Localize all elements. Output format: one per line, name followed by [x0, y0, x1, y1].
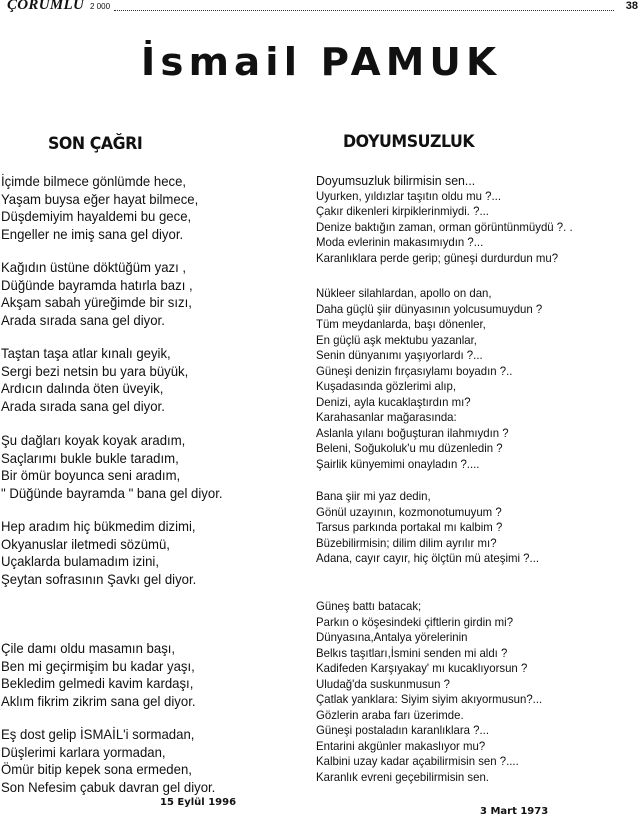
poem-line: Dünyasına,Antalya yörelerinin — [316, 630, 468, 644]
poem-line: Okyanuslar iletmedi sözümü, — [1, 535, 170, 552]
poem-line: Bekledim gelmedi kavim kardaşı, — [1, 675, 194, 691]
poem-line: Uyurken, yıldızlar taşıtın oldu mu ?... — [316, 188, 502, 203]
left-poem-date: 15 Eylül 1996 — [160, 797, 237, 808]
poem-line: Denize baktığın zaman, orman görüntünmüydü ?. . — [316, 219, 573, 234]
poem-line: Moda evlerinin makasımıydın ?... — [316, 235, 484, 249]
poem-line: Son Nefesim çabuk davran gel diyor. — [1, 778, 216, 795]
poem-line: Şu dağları koyak koyak aradım, — [1, 432, 186, 448]
poem-line: Gözlerin araba farı üzerimde. — [316, 707, 464, 722]
poem-line: Eş dost gelip İSMAİL'i sormadan, — [1, 726, 195, 742]
poem-line: " Düğünde bayramda " bana gel diyor. — [1, 484, 223, 501]
right-poem-title: DOYUMSUZLUK — [343, 132, 475, 152]
poem-line: Düşdemiyim hayaldemi bu gece, — [1, 208, 192, 224]
left-poem-stanza-7 — [1, 726, 215, 796]
poem-line: Kağıdın üstüne döktüğüm yazı , — [1, 259, 187, 275]
poem-line: Gönül uzayının, kozmonotumuyum ? — [316, 504, 502, 519]
poem-line: Uçaklarda bulamadım izini, — [1, 553, 159, 569]
poem-line: Aklım fikrim zikrim sana gel diyor. — [1, 692, 196, 709]
poem-line: Aslanla yılanı boğuşturan ilahmıydın ? — [316, 425, 509, 440]
header-year: 2 000 — [90, 2, 111, 11]
right-poem-stanza-2 — [316, 286, 542, 472]
left-poem-stanza-3 — [1, 345, 188, 415]
poem-line: En güçlü aşk mektubu yazanlar, — [316, 332, 477, 347]
poem-line: Kalbini uzay kadar açabilirmisin sen ?.... — [316, 754, 519, 768]
poem-line: Ben mi geçirmişim bu kadar yaşı, — [1, 657, 195, 674]
left-poem-stanza-4 — [1, 432, 223, 502]
left-poem-stanza-5 — [1, 518, 196, 588]
author-name: İsmail PAMUK — [140, 40, 502, 84]
poem-line: Tüm meydanlarda, başı dönenler, — [316, 317, 486, 331]
poem-line: Entarini akgünler makaslıyor mu? — [316, 738, 486, 753]
poem-line: Parkın o köşesindeki çiftlerin girdin mi? — [316, 614, 514, 629]
poem-line: Çatlak yanklara: Siyim siyim akıyormusun?... — [316, 692, 543, 706]
poem-line: Ardıcın dalında öten üveyik, — [1, 380, 164, 396]
magazine-brand: ÇORUMLU — [7, 0, 85, 13]
left-poem-stanza-1 — [1, 173, 198, 243]
poem-line: Çakır dikenleri kirpiklerinmiydi. ?... — [316, 204, 489, 218]
poem-line: Bir ömür boyunca seni aradım, — [1, 467, 181, 483]
left-poem-stanza-6 — [1, 640, 196, 710]
poem-line: Senin dünyanımı yaşıyorlardı ?... — [316, 348, 483, 362]
poem-line: Sergi bezi netsin bu yara büyük, — [1, 362, 189, 379]
poem-line: Akşam sabah yüreğimde bir sızı, — [1, 294, 192, 310]
poem-line: Hep aradım hiç bükmedim dizimi, — [1, 518, 196, 534]
poem-line: Yaşam buysa eğer hayat bilmece, — [1, 190, 199, 207]
poem-line: Denizi, ayla kucaklaştırdın mı? — [316, 394, 471, 409]
left-poem-title: SON ÇAĞRI — [48, 134, 143, 154]
poem-line: Güneşi postaladın karanlıklara ?... — [316, 723, 490, 737]
right-poem-stanza-4 — [316, 599, 542, 785]
poem-line: Arada sırada sana gel diyor. — [1, 397, 165, 414]
poem-line: Taştan taşa atlar kınalı geyik, — [1, 345, 171, 361]
poem-line: Büzebilirmisin; dilim dilim ayrılır mı? — [316, 535, 497, 550]
poem-line: Belkıs taşıtları,İsmini senden mi aldı ? — [316, 645, 508, 660]
right-poem-stanza-3 — [316, 489, 539, 567]
poem-line: Kadifeden Karşıyakay' mı kucaklıyorsun ? — [316, 661, 528, 675]
poem-line: Tarsus parkında portakal mı kalbim ? — [316, 520, 503, 534]
poem-line: Çile damı oldu masamın başı, — [1, 640, 176, 656]
poem-line: Ömür bitip kepek sona ermeden, — [1, 761, 192, 777]
poem-line: Şairlik künyemimi onayladın ?.... — [316, 456, 480, 471]
poem-line: Karanlıklara perde gerip; güneşi durdurdun mu? — [316, 250, 559, 265]
header-dotted-leader — [114, 10, 614, 11]
right-poem-date: 3 Mart 1973 — [480, 806, 549, 817]
poem-line: Beleni, Soğukoluk'u mu düzenledin ? — [316, 441, 503, 455]
poem-line: Güneşi denizin fırçasıylamı boyadın ?.. — [316, 363, 513, 378]
poem-line: Nükleer silahlardan, apollo on dan, — [316, 286, 492, 300]
poem-line: Karahasanlar mağarasında: — [316, 410, 457, 424]
poem-line: Kuşadasında gözlerimi alıp, — [316, 379, 457, 393]
page-number: 38 — [625, 0, 638, 12]
poem-line: Saçlarımı bukle bukle taradım, — [1, 449, 179, 466]
poem-line: Güneş battı batacak; — [316, 599, 422, 613]
poem-line: Arada sırada sana gel diyor. — [1, 311, 165, 328]
poem-line: İçimde bilmece gönlümde hece, — [1, 173, 187, 189]
poem-line: Engeller ne imiş sana gel diyor. — [1, 225, 184, 242]
poem-line: Doyumsuzluk bilirmisin sen... — [316, 173, 476, 188]
left-poem-stanza-2 — [1, 259, 193, 329]
poem-line: Daha güçlü şiir dünyasının yolcusumuydun ? — [316, 301, 543, 316]
right-poem-stanza-1 — [316, 173, 573, 266]
poem-line: Şeytan sofrasının Şavkı gel diyor. — [1, 570, 197, 587]
poem-line: Adana, cayır cayır, hiç ölçtün mü ateşimi ?... — [316, 551, 540, 565]
poem-line: Düğünde bayramda hatırla bazı , — [1, 276, 193, 293]
page-header — [4, 0, 638, 14]
poem-line: Bana şiir mi yaz dedin, — [316, 489, 431, 503]
poem-line: Düşlerimi karlara yormadan, — [1, 743, 166, 760]
poem-line: Uludağ'da suskunmusun ? — [316, 676, 450, 691]
poem-line: Karanlık evreni geçebilirmisin sen. — [316, 769, 489, 784]
